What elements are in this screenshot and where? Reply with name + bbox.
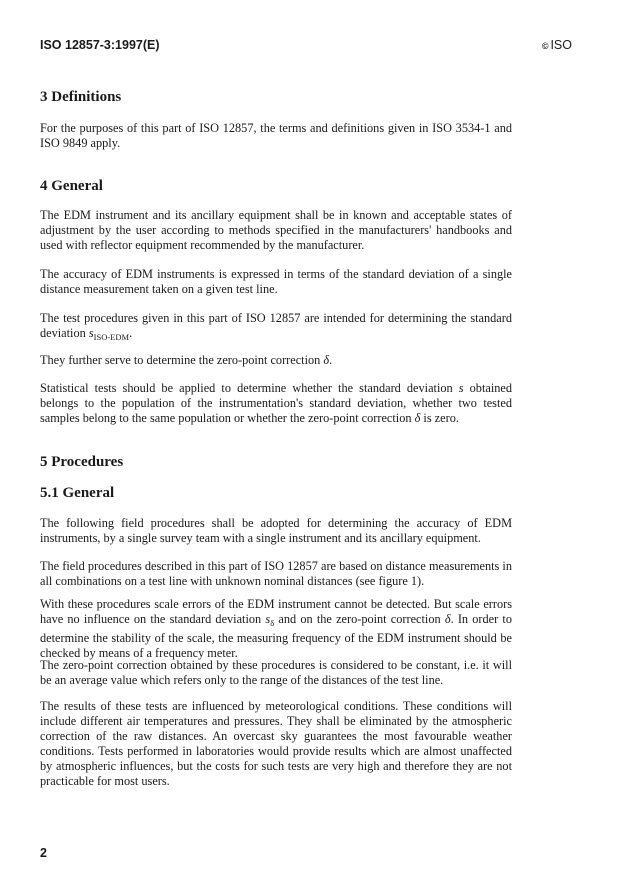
section-5-paragraph-2: The field procedures described in this part of ISO 12857 are based on distance measurements in all combinations on a test line with unknown nominal distances (see figure 1).: [40, 559, 512, 588]
paragraph-text: Statistical tests should be applied to determine whether the standard deviation: [40, 381, 459, 395]
symbol-delta: δ: [444, 612, 451, 626]
section-4-paragraph-4: [40, 353, 512, 368]
section-3-heading: 3 Definitions: [40, 89, 122, 105]
symbol-subscript: ISO-EDM: [93, 332, 130, 342]
paragraph-end: .: [329, 353, 333, 367]
section-5-paragraph-4: The zero-point correction obtained by these procedures is considered to be constant, i.e. it will be an average value which refers only to the range of the distances of the test line.: [40, 658, 512, 687]
paragraph-text: The test procedures given in this part of ISO 12857 are intended for determining the standard deviation: [40, 311, 512, 340]
section-5-heading: 5 Procedures: [40, 454, 124, 470]
organization-name: ISO: [550, 38, 572, 52]
section-3-paragraph-1: For the purposes of this part of ISO 12857, the terms and definitions given in ISO 3534-1 and ISO 9849 apply.: [40, 121, 512, 150]
section-5-paragraph-1: The following field procedures shall be adopted for determining the accuracy of EDM instruments, by a single survey team with a single instrument and its ancillary equipment.: [40, 516, 512, 545]
section-5-1-heading: 5.1 General: [40, 485, 115, 501]
paragraph-text: obtained belongs to the population of the instrumentation's standard deviation, whether two tested samples belong to the same population or whether the zero-point correction: [40, 381, 512, 425]
section-4-paragraph-2: The accuracy of EDM instruments is expressed in terms of the standard deviation of a single distance measurement taken on a given test line.: [40, 267, 512, 296]
paragraph-text: They further serve to determine the zero-point correction: [40, 353, 324, 367]
symbol-s: s: [88, 326, 94, 340]
section-5-paragraph-3: [40, 597, 512, 661]
paragraph-text: . In order to determine the stability of the scale, the measuring frequency of the EDM instrument should be checked by means of a frequency meter.: [40, 612, 512, 660]
section-4-paragraph-3: [40, 311, 512, 345]
paragraph-end: .: [129, 326, 133, 340]
symbol-s: s: [458, 381, 464, 395]
section-5-paragraph-5: The results of these tests are influenced by meteorological conditions. These conditions will include different air temperatures and pressures. They shall be eliminated by the atmospheric correction of the raw distances. An overcast sky guarantees the most favourable weather conditions. Tests performed in laboratories would provide results which are almost unaffected by atmospheric influences, but the costs for such tests are very high and therefore they are not practicable for most users.: [40, 699, 512, 788]
symbol-subscript: δ: [270, 618, 275, 628]
page-number: 2: [40, 846, 47, 860]
symbol-s: s: [265, 612, 271, 626]
document-id: ISO 12857-3:1997(E): [40, 38, 160, 52]
copyright-notice: [542, 38, 572, 52]
paragraph-text: and on the zero-point correction: [274, 612, 445, 626]
paragraph-text: With these procedures scale errors of the EDM instrument cannot be detected. But scale errors have no influence on the standard deviation: [40, 597, 512, 626]
section-4-paragraph-1: The EDM instrument and its ancillary equipment shall be in known and acceptable states of adjustment by the user according to methods specified in the manufacturers' handbooks and used with reflector equipment recommended by the manufacturer.: [40, 208, 512, 252]
copyright-symbol: ©: [541, 41, 549, 51]
section-4-paragraph-5: [40, 381, 512, 426]
section-4-heading: 4 General: [40, 178, 103, 194]
paragraph-text: is zero.: [420, 411, 459, 425]
symbol-delta: δ: [414, 411, 421, 425]
symbol-delta: δ: [323, 353, 330, 367]
